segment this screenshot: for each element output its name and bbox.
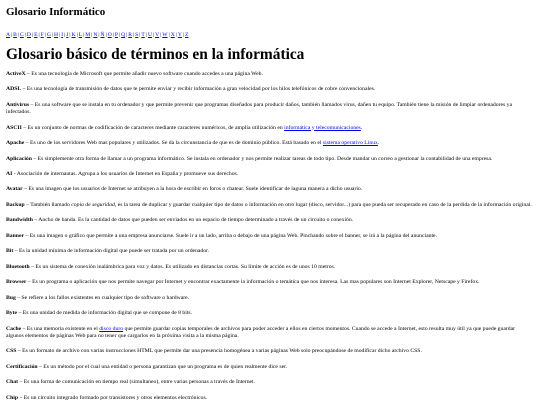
alphabet-separator: |	[118, 32, 121, 38]
glossary-entry	[6, 71, 534, 78]
alphabet-link-u[interactable]: U	[147, 32, 152, 38]
glossary-entry	[6, 279, 534, 286]
glossary-definition: – Es una tecnología de Microsoft que permite añadir nuevo software cuando accedes a una página Web.	[25, 71, 263, 77]
glossary-term: CSS	[6, 348, 17, 355]
glossary-entry	[6, 310, 534, 317]
glossary-term: Avatar	[6, 186, 23, 193]
alphabet-link-b[interactable]: B	[13, 32, 17, 38]
glossary-term: ADSL	[6, 86, 22, 93]
alphabet-link-t[interactable]: T	[141, 32, 145, 38]
glossary-entry	[6, 264, 534, 271]
glossary-entry	[6, 102, 534, 116]
glossary-definition: – Es una software que se instala en tu ordenador y que permite prevenir que programas diseñados para producir daños, también llamados virus, dañen tu equipo. También tiene la misión de limpiar ordenadores ya infectados.	[6, 101, 513, 116]
alphabet-separator: |	[11, 32, 13, 38]
alphabet-separator: |	[17, 32, 20, 38]
alphabet-link-c[interactable]: C	[20, 32, 24, 38]
glossary-definition: , es la tarea de duplicar y guardar cualquier tipo de datos o información en otro lugar (disco, servidor...) para que pueda ser recuperado en caso de la perdida de la información original.	[114, 201, 532, 208]
alphabet-separator: |	[152, 32, 155, 38]
glossary-term: Bluetooth	[6, 263, 30, 270]
glossary-entry	[6, 202, 534, 209]
alphabet-separator: |	[175, 32, 177, 38]
glossary-entry	[6, 233, 534, 240]
alphabet-nav	[6, 31, 534, 39]
alphabet-link-h[interactable]: H	[54, 32, 59, 38]
glossary-term: Chat	[6, 379, 19, 386]
glossary-term: ActiveX	[6, 71, 26, 77]
alphabet-separator: |	[64, 32, 66, 38]
glossary-entry	[6, 125, 534, 132]
glossary-definition: – Es una unidad de medida de información digital que se compone de 8 bits.	[17, 310, 193, 317]
alphabet-link-o[interactable]: O	[107, 32, 112, 38]
alphabet-link-n[interactable]: N	[93, 32, 98, 38]
glossary-definition: que permite guardar copias temporales de archivos para poder acceder a ellos en ciertos momentos. Cuando se accede a Internet, esto resulta muy útil ya que puede guardar algunos elementos de páginas Web para no tener que cargarlos en la próxima visita a la misma página.	[6, 325, 516, 339]
alphabet-link-d[interactable]: D	[26, 32, 31, 38]
glossary-term: Byte	[6, 310, 18, 317]
glossary-definition: .	[360, 124, 363, 131]
glossary-definition: – Es un conjunto de normas de codificación de caracteres mediante caracteres numéricos, de amplia utilización en	[21, 124, 285, 131]
glossary-entry	[6, 140, 534, 147]
glossary-definition: – Ancho de banda. Es la cantidad de datos que pueden ser enviados en un espacio de tiempo determinado a través de un circuito o conexión.	[32, 217, 354, 224]
glossary-entry	[6, 379, 534, 386]
glossary-definition: – Se refiere a los fallos existentes en cualquier tipo de software o hardware.	[15, 294, 190, 301]
alphabet-separator: |	[59, 32, 61, 38]
alphabet-separator: |	[83, 32, 85, 38]
glossary-definition: – Es una tecnología de transmisión de datos que te permite enviar y recibir información a gran velocidad por los hilos telefónicos de cobre convencionales.	[21, 86, 376, 93]
glossary-definition: – Es un formato de archivo con varias instrucciones HTML que permite dar una presencia homogénea a varias páginas Web solo preocupándose de modificar dicho archivo CSS.	[16, 348, 422, 355]
alphabet-link-e[interactable]: E	[34, 32, 38, 38]
glossary-inline-link[interactable]: sistema operativo Linux	[322, 140, 378, 147]
alphabet-separator: |	[133, 32, 135, 38]
glossary-entry	[6, 186, 534, 193]
glossary-term: Banner	[6, 232, 25, 239]
glossary-term: Backup	[6, 201, 25, 208]
alphabet-link-q[interactable]: Q	[121, 32, 126, 38]
alphabet-separator: |	[24, 32, 26, 38]
alphabet-separator: |	[168, 32, 170, 38]
glossary-definition: – Es un programa o aplicación que nos permite navegar por Internet y encontrar exactamente la información o temática que nos interesa. Las mas populares son Internet Explorer, Netscape y Firefox.	[26, 279, 480, 286]
alphabet-link-r[interactable]: R	[128, 32, 133, 38]
glossary-entry	[6, 295, 534, 302]
alphabet-link-s[interactable]: S	[135, 32, 139, 38]
alphabet-link-z[interactable]: Z	[185, 32, 189, 38]
alphabet-separator: |	[105, 32, 107, 38]
glossary-entry	[6, 171, 534, 178]
glossary-definition: – Es un circuito integrado formado por transistores y otros elementos electrónicos.	[18, 394, 208, 401]
glossary-definition: - Asociación de internautas. Agrupa a los usuarios de Internet en España y promueve sus derechos.	[12, 171, 239, 177]
glossary-definition: – Es una forma de comunicación en tiempo real (simultaneo), entre varias personas a través de Internet.	[18, 379, 256, 386]
alphabet-link-g[interactable]: G	[46, 32, 51, 38]
glossary-term: Bandwidth	[6, 217, 33, 224]
glossary-definition: – Es uno de los servidores Web mas populares y utilizados. Se da la circunstancia de que es de dominio público. Está basado en el	[24, 140, 323, 147]
alphabet-separator: |	[112, 32, 114, 38]
glossary-entry	[6, 156, 534, 163]
alphabet-link-y[interactable]: Y	[177, 32, 182, 38]
alphabet-link-f[interactable]: F	[40, 32, 44, 38]
glossary-definition: – Es la unidad mínima de información digital que puede ser tratada por un ordenador.	[13, 248, 210, 255]
glossary-entry	[6, 395, 534, 402]
alphabet-separator: |	[139, 32, 141, 38]
alphabet-separator: |	[160, 32, 162, 38]
glossary-list	[6, 71, 534, 402]
glossary-entry	[6, 326, 534, 340]
alphabet-link-k[interactable]: K	[71, 32, 76, 38]
glossary-definition: – Es un sistema de conexión inalámbrica para voz y datos. Es utilizado en distancias cortas. Su límite de acción es de unos 10 metros.	[29, 263, 336, 270]
glossary-definition: .	[377, 140, 380, 147]
alphabet-separator: |	[91, 32, 93, 38]
glossary-term: Chip	[6, 394, 19, 401]
alphabet-link-x[interactable]: X	[170, 32, 175, 38]
alphabet-separator: |	[76, 32, 78, 38]
glossary-entry	[6, 364, 534, 371]
glossary-term: Certificación	[6, 363, 38, 370]
glossary-term: Browser	[6, 279, 27, 286]
site-title: Glosario Informático	[6, 6, 106, 18]
glossary-term: Antivirus	[6, 101, 30, 108]
alphabet-link-p[interactable]: P	[114, 32, 118, 38]
alphabet-link-ñ[interactable]: Ñ	[100, 32, 105, 38]
alphabet-link-i[interactable]: I	[61, 32, 64, 38]
glossary-definition: – Es una imagen que los usuarios de Internet se atribuyen a la hora de escribir en foros o chatear. Suele identificar de laguna manera a dicho usuario.	[22, 186, 363, 193]
alphabet-link-w[interactable]: W	[162, 32, 168, 38]
glossary-term: Bug	[6, 294, 16, 301]
alphabet-separator: |	[145, 32, 147, 38]
alphabet-link-m[interactable]: M	[85, 32, 91, 38]
glossary-entry	[6, 217, 534, 224]
alphabet-separator: |	[126, 32, 128, 38]
alphabet-link-v[interactable]: V	[155, 32, 160, 38]
glossary-term: Apache	[6, 140, 25, 147]
alphabet-separator: |	[44, 32, 46, 38]
glossary-term: Bit	[6, 248, 14, 255]
glossary-definition: – Es una imagen o gráfico que permite a una empresa anunciarse. Suele ir a un lado, arriba o debajo de una página Web. Pinchando sobre el banner, se irá a la página del anunciante.	[24, 232, 437, 239]
alphabet-separator: |	[51, 32, 54, 38]
glossary-definition: – También llamado	[24, 201, 72, 208]
glossary-term: Aplicación	[6, 155, 32, 162]
alphabet-link-a[interactable]: A	[6, 32, 11, 38]
glossary-term: ASCII	[6, 124, 22, 131]
glossary-term: AI	[6, 171, 13, 177]
alphabet-separator: |	[98, 32, 100, 38]
glossary-definition: – Es una memoria existente en el	[21, 325, 100, 332]
alphabet-separator: |	[69, 32, 71, 38]
alphabet-separator: |	[31, 32, 34, 38]
glossary-inline-link[interactable]: disco duro	[99, 325, 124, 332]
glossary-definition: – Es simplemente otra forma de llamar a un programa informático. Se instala en ordenador y nos permite realizar tareas de todo tipo. Desde mandar un correo a gestionar la contabilidad de una empresa.	[31, 155, 493, 162]
glossary-entry	[6, 348, 534, 355]
glossary-definition: – Es un método por el cual una entidad o persona garantizan que un programa es de quien realmente dice ser.	[37, 363, 288, 370]
glossary-entry	[6, 86, 534, 93]
alphabet-link-j[interactable]: J	[66, 32, 69, 38]
glossary-entry	[6, 248, 534, 255]
alphabet-separator: |	[38, 32, 40, 38]
glossary-term: Cache	[6, 325, 22, 332]
page-title: Glosario básico de términos en la informática	[6, 46, 305, 63]
alphabet-link-l[interactable]: L	[78, 32, 83, 38]
glossary-inline-link[interactable]: informática y telecomunicaciones	[284, 124, 361, 131]
glossary-emphasis: copia de seguridad	[71, 201, 115, 208]
alphabet-separator: |	[182, 32, 185, 38]
